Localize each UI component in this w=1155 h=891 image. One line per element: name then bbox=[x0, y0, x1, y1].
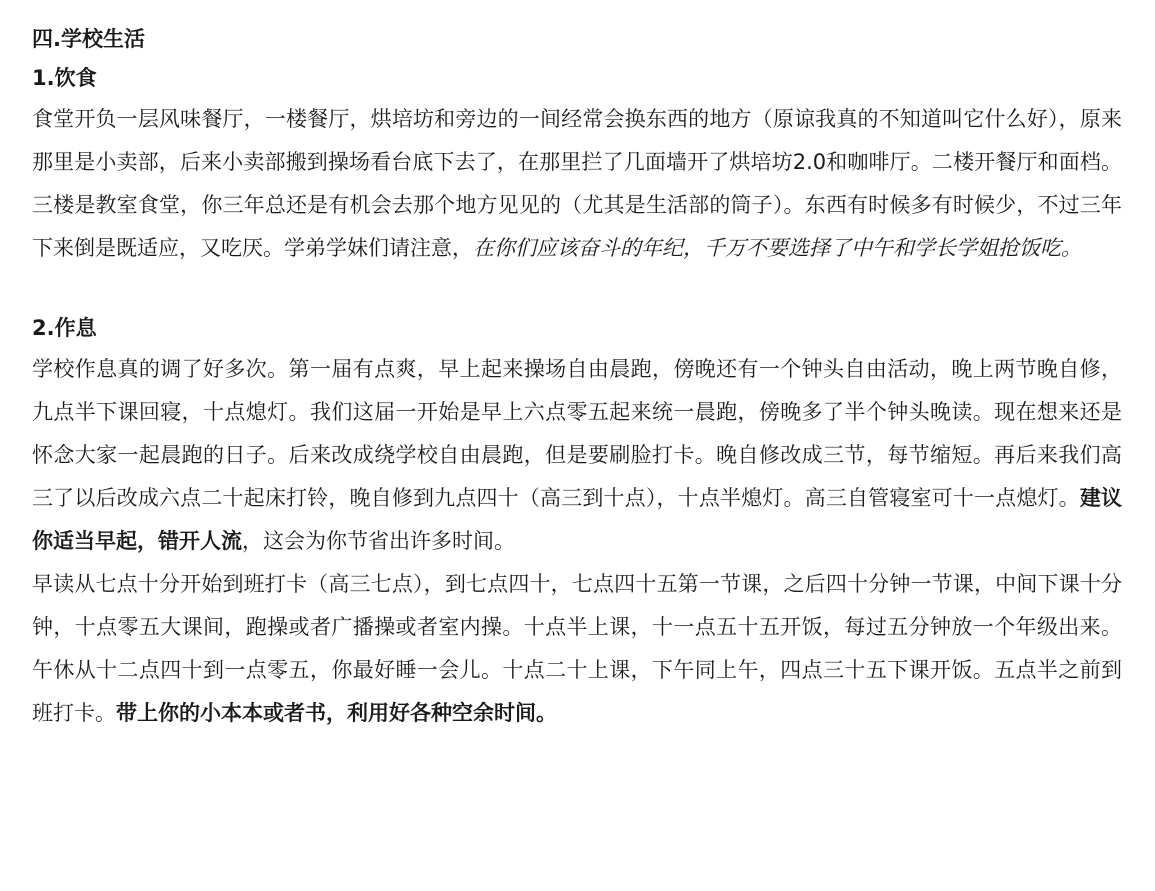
schedule-paragraph-2 bbox=[32, 563, 1122, 735]
schedule-p1-bold-text: 建议你适当早起，错开人流 bbox=[32, 486, 1123, 553]
schedule-p2-text: 早读从七点十分开始到班打卡（高三七点），到七点四十，七点四十五第一节课，之后四十分钟一节课，中间下课十分钟，十点零五大课间，跑操或者广播操或者室内操。十点半上课，十一点五十五开饭，每过五分钟放一个年级出来。午休从十二点四十到一点零五，你最好睡一会儿。十点二十上课，下午同上午，四点三十五下课开饭。五点半之前到班打卡。 bbox=[32, 572, 1122, 725]
diet-heading: 1.饮食 bbox=[32, 66, 97, 90]
schedule-p1-text: 学校作息真的调了好多次。第一届有点爽，早上起来操场自由晨跑，傍晚还有一个钟头自由活动，晚上两节晚自修，九点半下课回寝，十点熄灯。我们这届一开始是早上六点零五起来统一晨跑，傍晚多了半个钟头晚读。现在想来还是怀念大家一起晨跑的日子。后来改成绕学校自由晨跑，但是要刷脸打卡。晚自修改成三节，每节缩短。再后来我们高三了以后改成六点二十起床打铃，晚自修到九点四十（高三到十点），十点半熄灯。高三自管寝室可十一点熄灯。 bbox=[32, 357, 1122, 510]
section-title: 四.学校生活 bbox=[32, 27, 145, 51]
diet-paragraph bbox=[32, 98, 1122, 270]
diet-italic-text: 在你们应该奋斗的年纪，千万不要选择了中午和学长学姐抢饭吃。 bbox=[473, 236, 1082, 260]
schedule-p2-bold-text: 带上你的小本本或者书，利用好各种空余时间。 bbox=[116, 701, 557, 725]
schedule-heading: 2.作息 bbox=[32, 316, 97, 340]
schedule-p1-tail-text: ，这会为你节省出许多时间。 bbox=[242, 529, 515, 553]
diet-text: 食堂开负一层风味餐厅，一楼餐厅，烘培坊和旁边的一间经常会换东西的地方（原谅我真的不知道叫它什么好），原来那里是小卖部，后来小卖部搬到操场看台底下去了，在那里拦了几面墙开了烘培坊2.0和咖啡厅。二楼开餐厅和面档。三楼是教室食堂，你三年总还是有机会去那个地方见见的（尤其是生活部的筒子）。东西有时候多有时候少，不过三年下来倒是既适应，又吃厌。学弟学妹们请注意， bbox=[32, 107, 1122, 260]
blank-line bbox=[32, 270, 1122, 309]
schedule-paragraph-1 bbox=[32, 348, 1122, 563]
